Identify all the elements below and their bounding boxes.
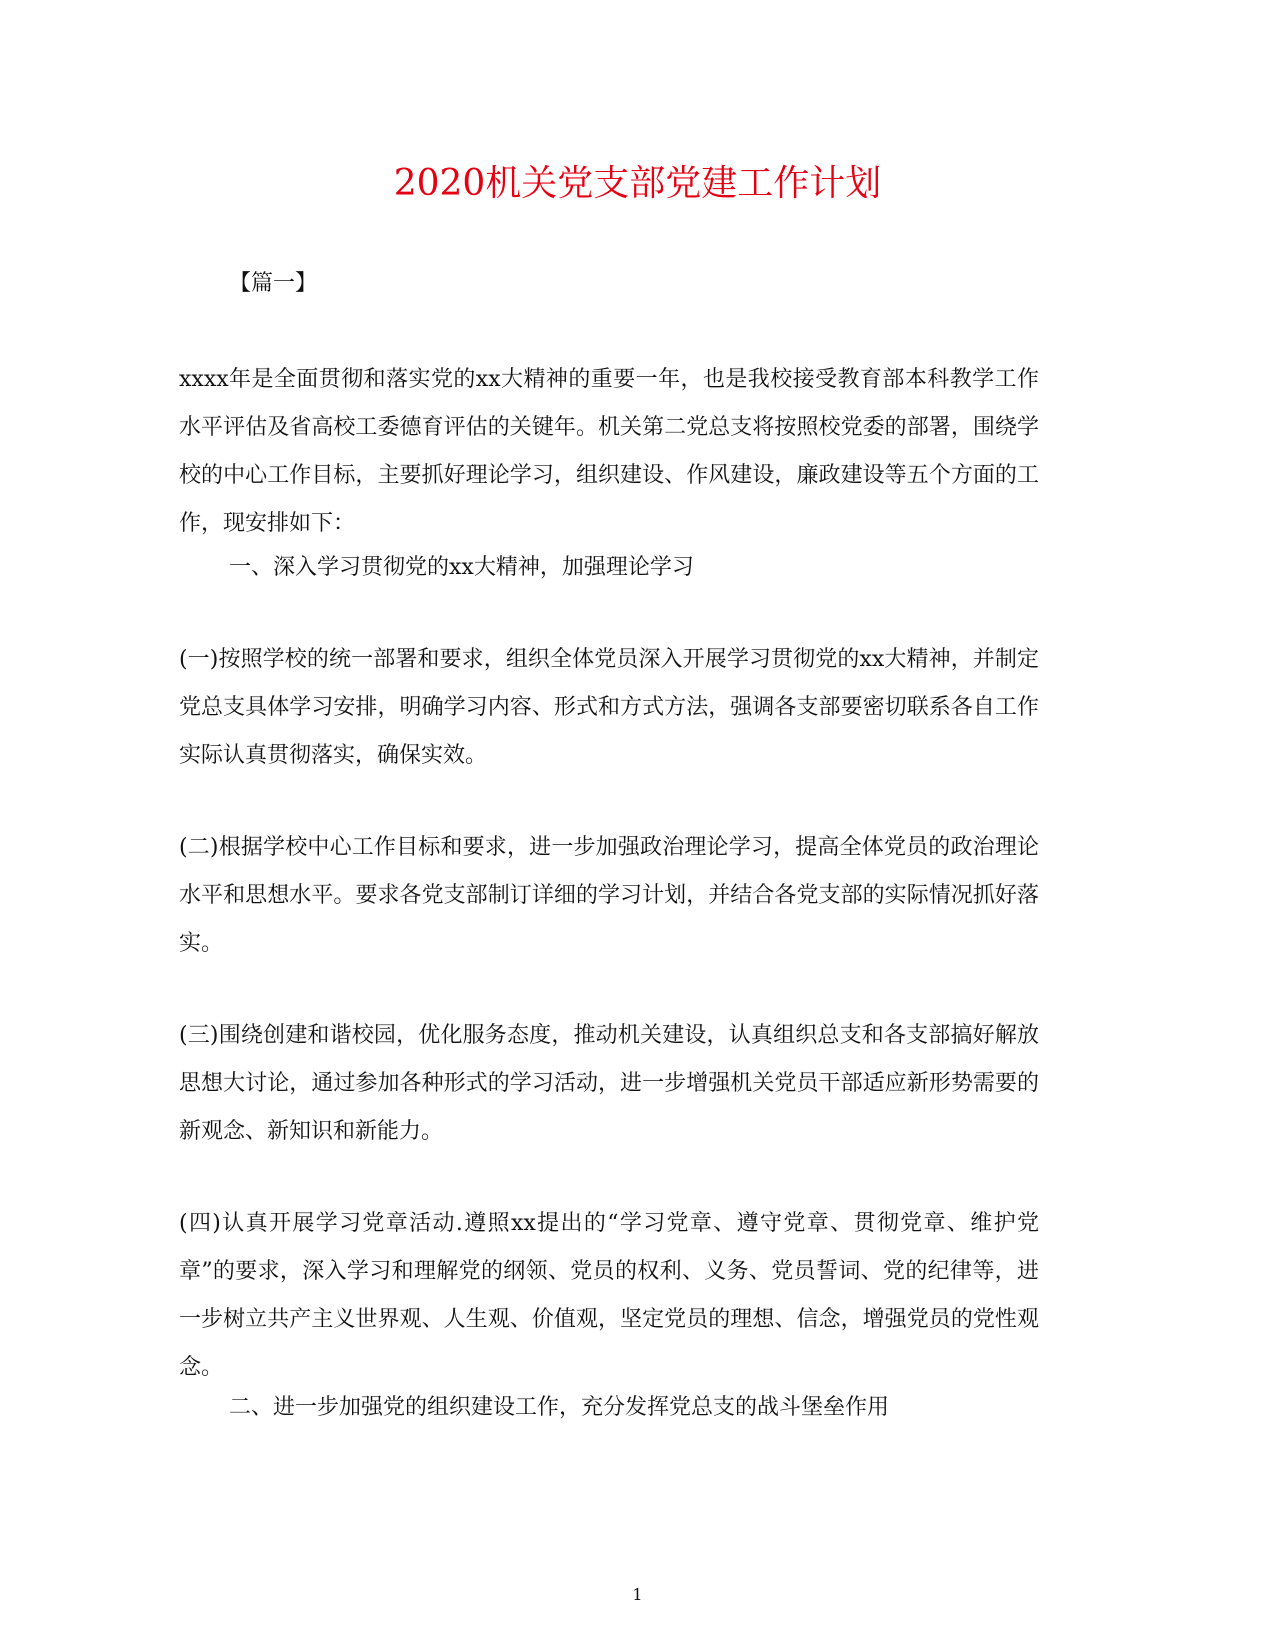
intro-paragraph: xxxx年是全面贯彻和落实党的xx大精神的重要一年，也是我校接受教育部本科教学工作水平评估及省高校工委德育评估的关键年。机关第二党总支将按照校党委的部署，围绕学校的中心工作目标，主要抓好理论学习，组织建设、作风建设，廉政建设等五个方面的工作，现安排如下： <box>179 367 1039 536</box>
intro-paragraph-block <box>179 356 1039 548</box>
paragraph-3: (三)围绕创建和谐校园，优化服务态度，推动机关建设，认真组织总支和各支部搞好解放思想大讨论，通过参加各种形式的学习活动，进一步增强机关党员干部适应新形势需要的新观念、新知识和新能力。 <box>179 1023 1039 1144</box>
paragraph-1-block <box>179 636 1039 780</box>
page-number: 1 <box>632 1585 643 1604</box>
paragraph-1: (一)按照学校的统一部署和要求，组织全体党员深入开展学习贯彻党的xx大精神，并制定党总支具体学习安排，明确学习内容、形式和方式方法，强调各支部要密切联系各自工作实际认真贯彻落实，确保实效。 <box>179 647 1039 768</box>
section-marker: 【篇一】 <box>229 271 318 296</box>
section-heading-2: 二、进一步加强党的组织建设工作，充分发挥党总支的战斗堡垒作用 <box>229 1395 890 1420</box>
paragraph-3-block <box>179 1012 1039 1156</box>
paragraph-4-block <box>179 1200 1039 1392</box>
paragraph-2-block <box>179 824 1039 968</box>
paragraph-4: (四)认真开展学习党章活动.遵照xx提出的“学习党章、遵守党章、贯彻党章、维护党章”的要求，深入学习和理解党的纲领、党员的权利、义务、党员誓词、党的纪律等，进一步树立共产主义世界观、人生观、价值观，坚定党员的理想、信念，增强党员的党性观念。 <box>179 1211 1039 1380</box>
page-title: 2020机关党支部党建工作计划 <box>393 163 882 204</box>
section-heading-1: 一、深入学习贯彻党的xx大精神，加强理论学习 <box>229 555 694 580</box>
heading-2-block <box>179 1384 1039 1432</box>
heading-1-block <box>179 544 1039 592</box>
paragraph-2: (二)根据学校中心工作目标和要求，进一步加强政治理论学习，提高全体党员的政治理论水平和思想水平。要求各党支部制订详细的学习计划，并结合各党支部的实际情况抓好落实。 <box>179 835 1039 956</box>
